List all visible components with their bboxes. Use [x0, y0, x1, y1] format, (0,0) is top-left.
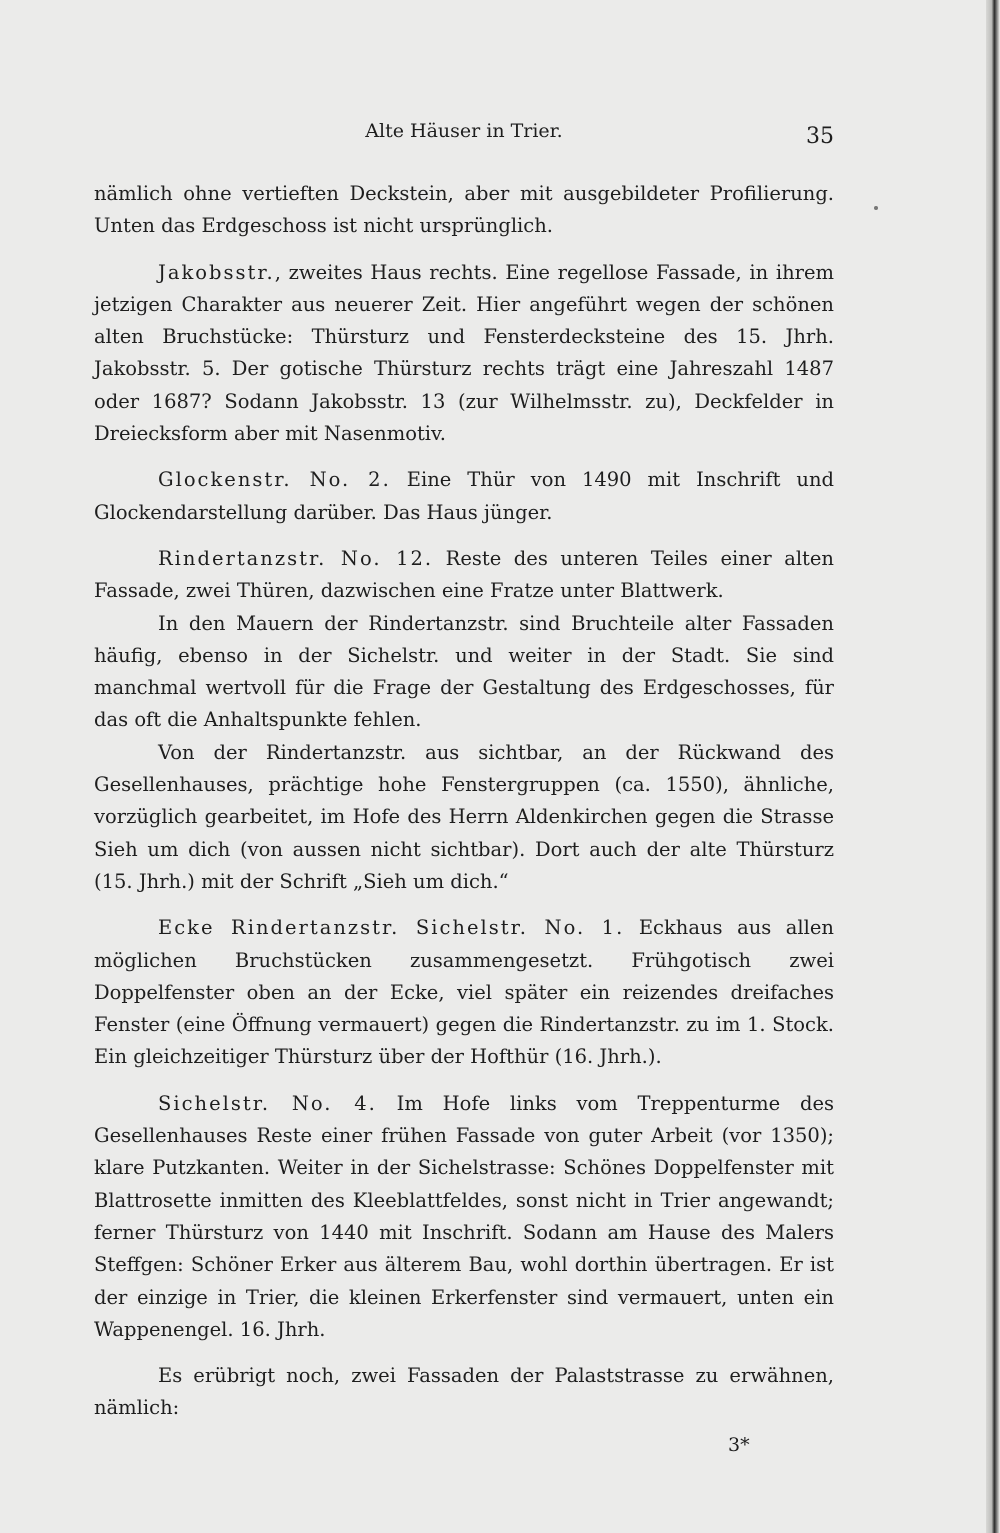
paragraph-ecke: [94, 912, 834, 1073]
paragraph-1: [94, 178, 834, 243]
paragraph-text: Von der Rindertanzstr. aus sichtbar, an der Rückwand des Gesellenhauses, prächtige hohe Fenstergruppen (ca. 1550), ähnliche, vorzüglich gearbeitet, im Hofe des Herrn Aldenkirchen gegen die Strasse Sieh um dich (von aussen nicht sichtbar). Dort auch der alte Thürsturz (15. Jhrh.) mit der Schrift „Sieh um dich.“: [94, 740, 834, 893]
paragraph-glockenstr: [94, 464, 834, 529]
paragraph-text: nämlich ohne vertieften Deckstein, aber mit ausgebildeter Profilierung. Unten das Erdgeschoss ist nicht ursprünglich.: [94, 182, 834, 238]
running-title: Alte Häuser in Trier.: [365, 120, 563, 142]
paragraph-text: Reste des unteren Teiles einer alten Fassade, zwei Thüren, dazwischen eine Fratze unter Blattwerk.: [94, 546, 834, 603]
body-text: [94, 178, 834, 1425]
paragraph-text: Eine Thür von 1490 mit Inschrift und Glockendarstellung darüber. Das Haus jünger.: [94, 468, 834, 524]
paragraph-rindertanzstr: [94, 543, 834, 608]
paragraph-text: In den Mauern der Rindertanzstr. sind Bruchteile alter Fassaden häufig, ebenso in der Sichelstr. und weiter in der Stadt. Sie sind manchmal wertvoll für die Frage der Gestaltung des Erdgeschosses, für das oft die Anhaltspunkte fehlen.: [94, 611, 834, 732]
paragraph-text: , zweites Haus rechts. Eine regellose Fassade, in ihrem jetzigen Charakter aus neuerer Zeit. Hier angeführt wegen der schönen alten Bruchstücke: Thürsturz und Fensterdecksteine des 15. Jhrh. Jakobsstr. 5. Der gotische Thürsturz rechts trägt eine Jahreszahl 1487 oder 1687? Sodann Jakobsstr. 13 (zur Wilhelmsstr. zu), Deckfelder in Dreiecksform aber mit Nasenmotiv.: [94, 260, 834, 446]
paragraph-lead: Glockenstr. No. 2.: [158, 468, 391, 492]
paragraph-lead: Rindertanzstr. No. 12.: [158, 546, 434, 570]
page-header: [94, 120, 834, 150]
signature-mark: 3*: [728, 1434, 750, 1456]
paragraph-sichelstr: [94, 1088, 834, 1346]
page-edge-shadow: [986, 0, 1000, 1533]
paragraph-jakobsstr: [94, 257, 834, 451]
paragraph-text: Im Hofe links vom Treppenturme des Gesellenhauses Reste einer frühen Fassade von guter Arbeit (vor 1350); klare Putzkanten. Weiter in der Sichelstrasse: Schönes Doppelfenster mit Blattrosette inmitten des Kleeblattfeldes, sonst nicht in Trier angewandt; ferner Thürsturz von 1440 mit Inschrift. Sodann am Hause des Malers Steffgen: Schöner Erker aus älterem Bau, wohl dorthin übertragen. Er ist der einzige in Trier, die kleinen Erkerfenster sind vermauert, unten ein Wappenengel. 16. Jhrh.: [94, 1091, 834, 1341]
paragraph-lead: Ecke Rindertanzstr. Sichelstr. No. 1.: [158, 916, 625, 940]
paragraph-rueckwand: [94, 737, 834, 898]
ink-speck: [874, 206, 878, 210]
paragraph-text: Eckhaus aus allen möglichen Bruchstücken zusammengesetzt. Frühgotisch zwei Doppelfenster oben an der Ecke, viel später ein reizendes dreifaches Fenster (eine Öffnung vermauert) gegen die Rindertanzstr. zu im 1. Stock. Ein gleichzeitiger Thürsturz über der Hofthür (16. Jhrh.).: [94, 916, 834, 1069]
page-number: 35: [806, 124, 834, 149]
paragraph-palaststrasse: [94, 1360, 834, 1425]
paragraph-lead: Jakobsstr.: [158, 260, 275, 284]
paragraph-lead: Sichelstr. No. 4.: [158, 1091, 377, 1115]
paragraph-mauern: [94, 608, 834, 737]
paragraph-text: Es erübrigt noch, zwei Fassaden der Palaststrasse zu erwähnen, nämlich:: [94, 1364, 834, 1420]
